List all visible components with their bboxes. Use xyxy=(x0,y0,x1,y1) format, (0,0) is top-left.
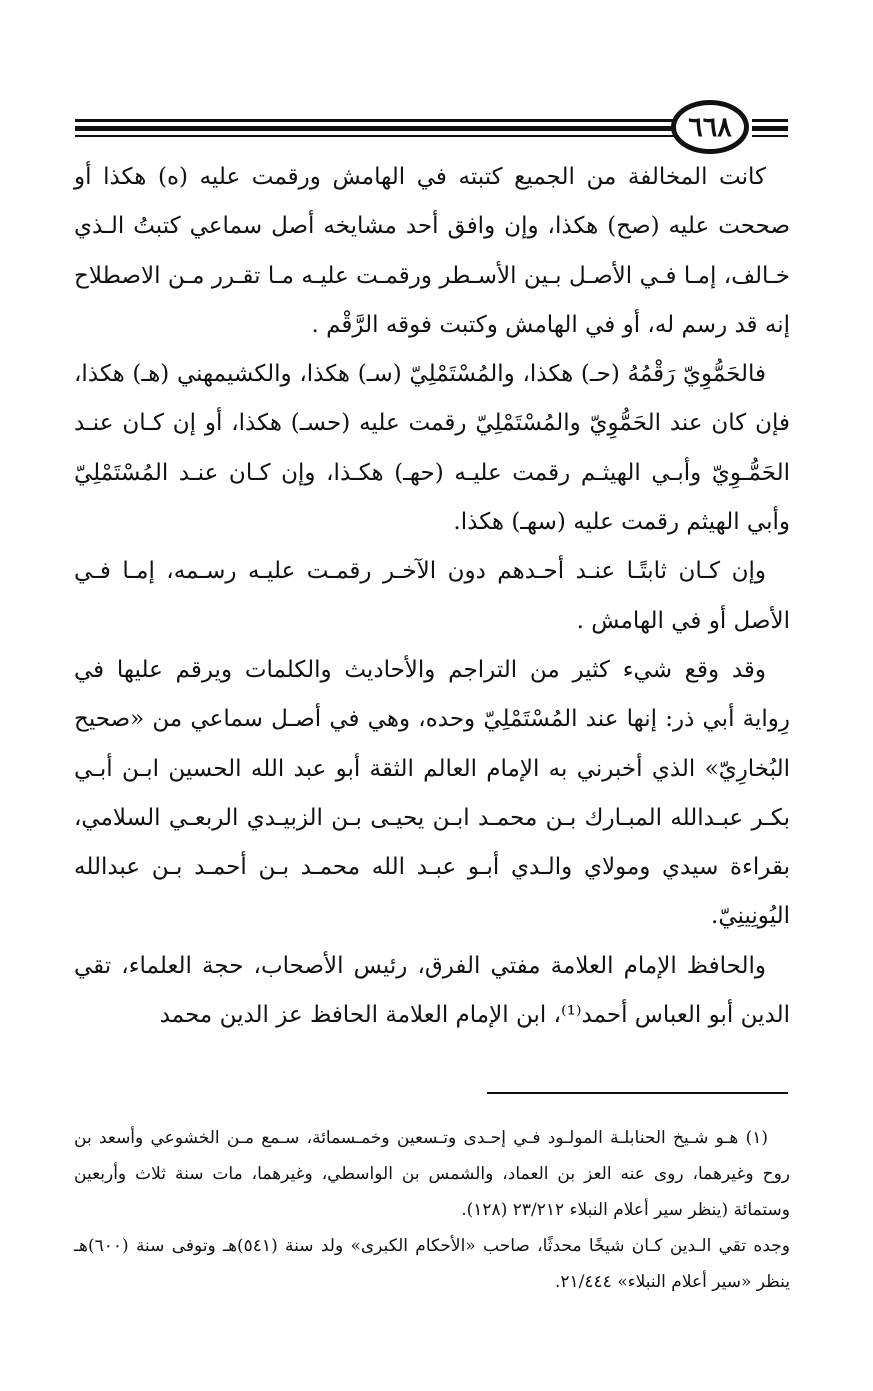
footnote-separator xyxy=(487,1092,788,1094)
page-number-badge xyxy=(671,100,749,154)
main-text xyxy=(74,153,790,1040)
paragraph: وقد وقع شيء كثير من التراجم والأحاديث والكلمات ويرقم عليها في رِواية أبي ذر: إنها عند المُسْتَمْلِيّ وحده، وهي في أصـل سماعي من «صحيح البُخارِيّ» الذي أخبرني به الإمام العالم الثقة أبو عبد الله الحسين ابـن أبـي بكـر عبـدالله المبـارك بـن محمـد ابـن يحيـى بـن الزبيـدي الربعـي السلامي، بقراءة سيدي ومولاي والـدي أبـو عبـد الله محمـد بـن أحمـد بـن عبدالله اليُونِينِيّ. xyxy=(74,656,790,930)
footnote: (١) هـو شـيخ الحنابلـة المولـود فـي إحـدى وتـسعين وخمـسمائة، سـمع مـن الخشوعي وأسعد بن روح وغيرهما، روى عنه العز بن العماد، والشمس بن الواسطي، وغيرهما، مات سنة ثلاث وأربعين وستمائة (ينظر سير أعلام النبلاء ٢٣/٢١٢ (١٢٨). xyxy=(74,1128,790,1220)
header-rule-line xyxy=(75,119,675,122)
page-number: ٦٦٨ xyxy=(688,111,732,143)
paragraph: كانت المخالفة من الجميع كتبته في الهامش ورقمت عليه (ه) هكذا أو صححت عليه (صح) هكذا، وإن وافق أحد مشايخه أصل سماعي كتبتُ الـذي خـالف، إمـا فـي الأصـل بـين الأسـطر ورقمـت عليـه مـا تقـرر مـن الاصطلاح إنه قد رسم له، أو في الهامش وكتبت فوقه الرَّقْم . xyxy=(74,164,790,338)
header-rule-line xyxy=(75,135,675,137)
paragraph: وإن كـان ثابتًـا عنـد أحـدهم دون الآخـر رقمـت عليـه رسـمه، إمـا فـي الأصل أو في الهامش . xyxy=(74,558,790,634)
header-rule-line xyxy=(75,126,675,131)
footnote: وجده تقي الـدين كـان شيخًا محدثًا، صاحب «الأحكام الكبرى» ولد سنة (٥٤١)هـ وتوفى سنة (٦٠٠)هـ ينظر «سير أعلام النبلاء» ٢١/٤٤٤. xyxy=(74,1236,790,1292)
footnotes xyxy=(74,1120,790,1300)
paragraph: فالحَمُّوِيّ رَقْمُهُ (حـ) هكذا، والمُسْتَمْلِيّ (سـ) هكذا، والكشيمهني (هـ) هكذا، فإن كان عند الحَمُّوِيّ والمُسْتَمْلِيّ رقمت عليه (حسـ) هكذا، أو إن كـان عنـد الحَمُّـوِيّ وأبـي الهيثـم رقمت عليـه (حهـ) هكـذا، وإن كـان عنـد المُسْتَمْلِيّ وأبي الهيثم رقمت عليه (سهـ) هكذا. xyxy=(74,361,790,536)
header-rule-line xyxy=(752,119,788,122)
header-rule-line xyxy=(752,126,788,131)
header-rule-line xyxy=(752,135,788,137)
paragraph: والحافظ الإمام العلامة مفتي الفرق، رئيس الأصحاب، حجة العلماء، تقي الدين أبو العباس أحمد⁽¹⁾، ابن الإمام العلامة الحافظ عز الدين محمد xyxy=(74,952,790,1029)
